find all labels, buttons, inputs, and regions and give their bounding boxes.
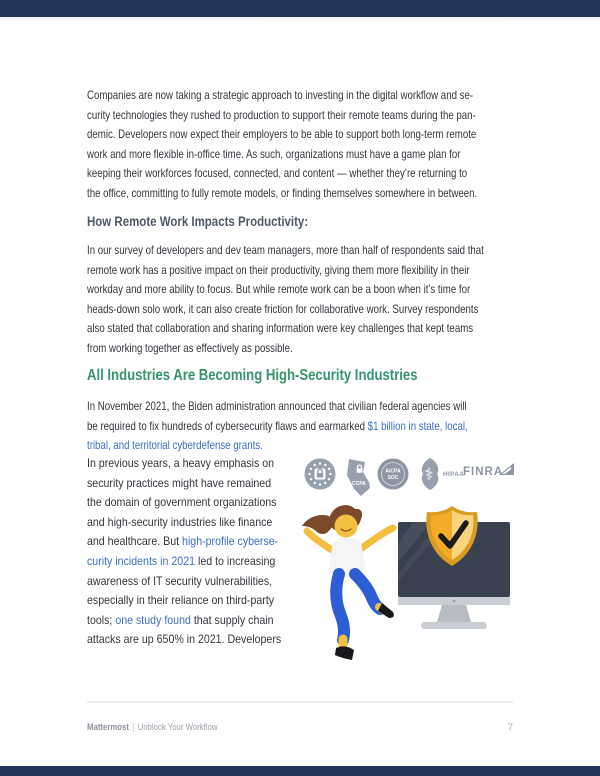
inline-link[interactable]: high-profile cyberse- (182, 534, 279, 549)
inline-link[interactable]: $1 billion in state, local, (367, 418, 468, 433)
footer-separator: | (132, 722, 135, 733)
footer-divider (87, 701, 513, 703)
finra-badge-label: FINRA (463, 466, 504, 478)
text-line: demic. Developers now expect their employers to be able to support both long-term remote (87, 127, 477, 142)
text-line: especially in their reliance on third-party (87, 593, 275, 608)
text-line: work and more flexible in-office time. As such, organizations must have a game plan for (87, 146, 461, 161)
bottom-accent-bar (0, 766, 600, 776)
text-line: also stated that collaboration and sharing information were key challenges that kept teams (87, 321, 474, 336)
page-footer (87, 722, 513, 736)
aicpa-soc-badge-icon (375, 456, 411, 492)
finra-arrow-icon (499, 462, 514, 476)
aicpa-badge-label-bottom: SOC (387, 475, 399, 481)
text-line: keeping their workforces focused, connected, and content — whether they’re returning to (87, 166, 468, 181)
text-line: from working together as effectively as possible. (87, 340, 293, 355)
top-accent-bar (0, 0, 600, 17)
text-line: security practices might have remained (87, 475, 272, 490)
text-line: curity technologies they rushed to production to support their remote teams during the pan- (87, 107, 476, 122)
top-bar-shadow (0, 17, 600, 22)
inline-link[interactable]: one study found (115, 612, 191, 627)
finra-badge (463, 466, 514, 478)
text-line (87, 436, 600, 456)
security-illustration (295, 500, 520, 670)
paragraph-intro (87, 86, 600, 204)
footer-doc-title (87, 722, 513, 733)
hipaa-badge (417, 457, 464, 491)
jumping-person-illustration (302, 505, 394, 660)
inline-link[interactable]: curity incidents in 2021 (87, 553, 196, 568)
text-line: curity incidents in 2021 led to increasing (87, 553, 276, 568)
text-line: In November 2021, the Biden administration announced that civilian federal agencies will (87, 399, 467, 413)
text-line: the domain of government organizations (87, 495, 277, 510)
heading-high-security-industries: All Industries Are Becoming High-Security Industries (87, 367, 418, 384)
text-line: Companies are now taking a strategic approach to investing in the digital workflow and se- (87, 88, 474, 102)
text-line: heads-down solo work, it can also create friction for collaborative work. Survey respondents (87, 301, 479, 316)
text-line: workday and more ability to focus. But while remote work can be a boon when it’s time for (87, 282, 471, 297)
caduceus-icon (417, 457, 441, 491)
paragraph-security-column (87, 454, 294, 650)
footer-brand: Mattermost (87, 722, 129, 733)
page-number: 7 (507, 722, 513, 733)
heading-remote-work-productivity: How Remote Work Impacts Productivity: (87, 213, 309, 229)
ccpa-badge-icon (340, 458, 372, 498)
text-line: the office, committing to fully remote models, or finding themselves somewhere in between. (87, 185, 478, 200)
ccpa-badge-label: CCPA (352, 481, 366, 487)
footer-title: Unblock Your Workflow (137, 722, 218, 733)
hipaa-badge-label: HIPAA (443, 470, 465, 478)
paragraph-biden-administration (87, 397, 600, 456)
svg-text:⚕: ⚕ (424, 465, 434, 485)
aicpa-badge-label-top: AICPA (385, 468, 401, 475)
compliance-badges (295, 456, 515, 500)
inline-link[interactable]: tribal, and territorial cyberdefense grants. (87, 438, 263, 453)
text-line: attacks are up 650% in 2021. Developers (87, 632, 282, 647)
text-line: remote work has a positive impact on their productivity, giving them more flexibility in their (87, 262, 470, 277)
text-line: be required to fix hundreds of cybersecurity flaws and earmarked $1 billion in state, local, (87, 418, 468, 433)
text-line: tools; one study found that supply chain (87, 612, 274, 627)
text-line: In previous years, a heavy emphasis on (87, 456, 275, 470)
text-line: awareness of IT security vulnerabilities, (87, 573, 273, 588)
text-line: and high-security industries like finance (87, 514, 273, 529)
paragraph-survey (87, 241, 600, 359)
text-line: In our survey of developers and dev team managers, more than half of respondents said that (87, 243, 484, 257)
gdpr-badge-icon (302, 456, 338, 492)
text-line: and healthcare. But high-profile cyberse- (87, 534, 279, 549)
